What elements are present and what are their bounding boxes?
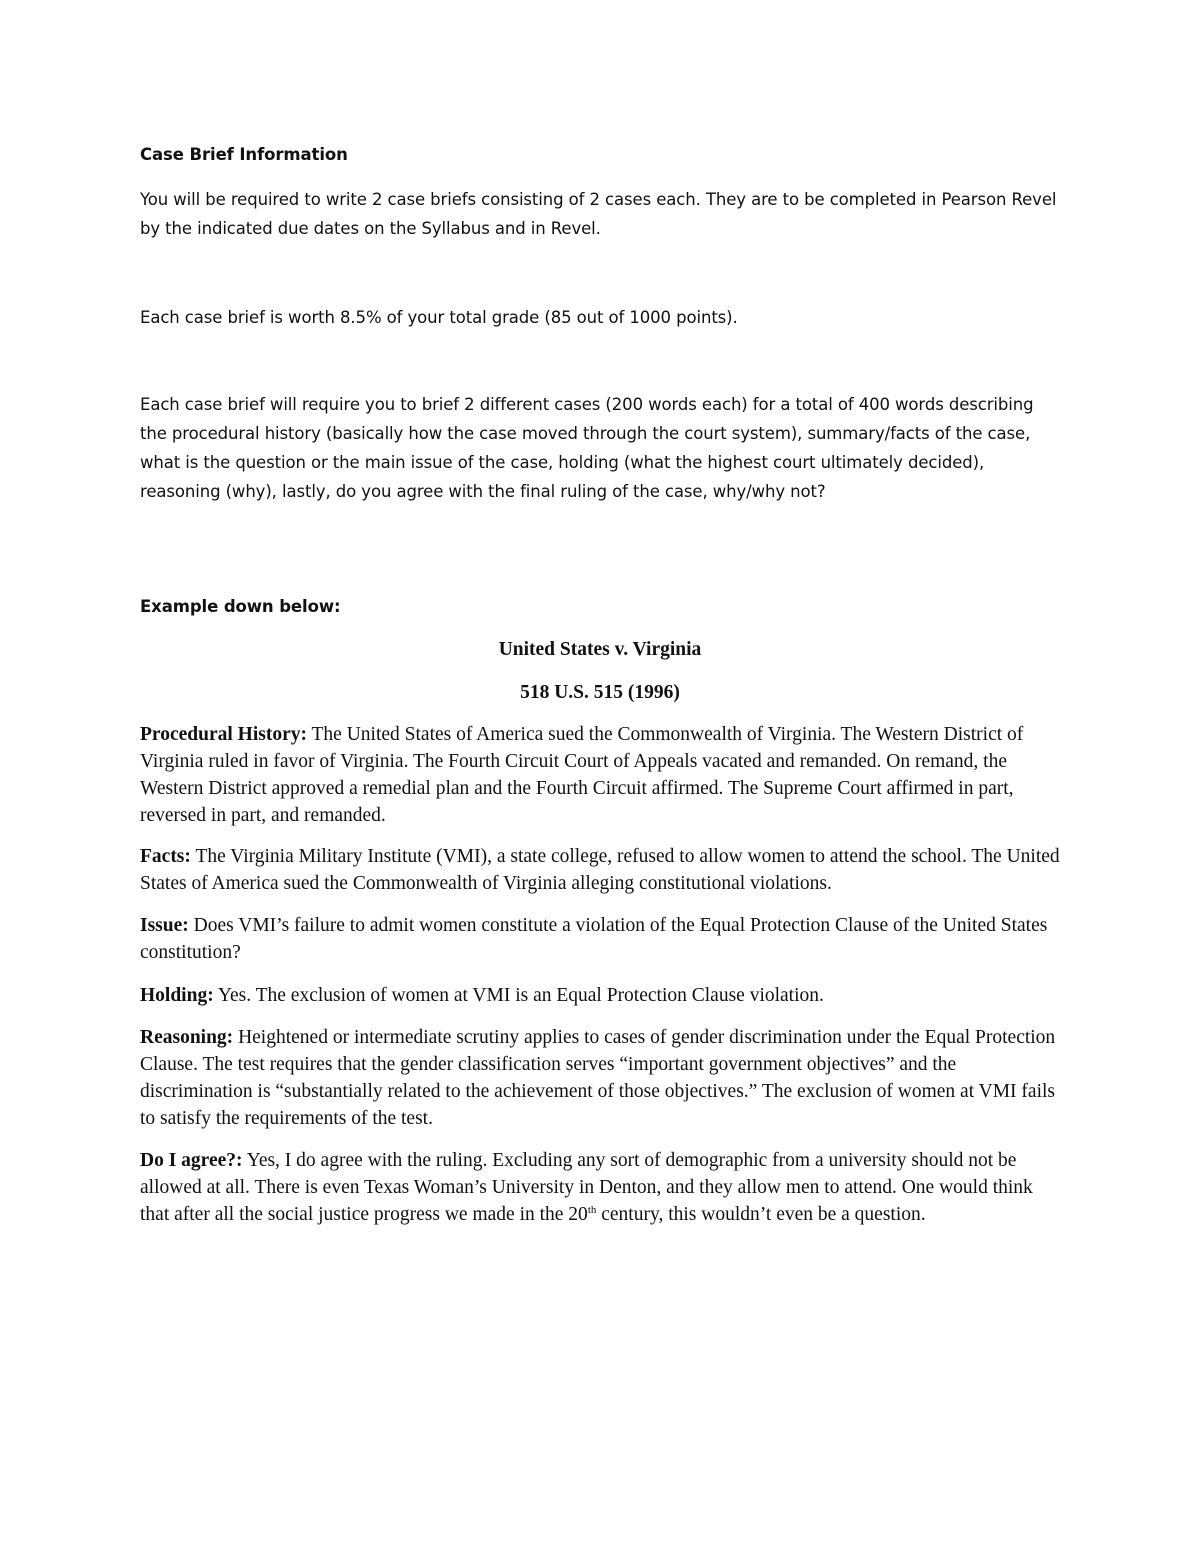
section-text-continued: century, this wouldn’t even be a question. <box>596 1204 926 1225</box>
ordinal-superscript: th <box>587 1204 597 1216</box>
issue-section <box>140 912 1065 966</box>
section-text: The United States of America sued the Commonwealth of Virginia. The Western District of Virginia ruled in favor of Virginia. The Fourth Circuit Court of Appeals vacated and remanded. On remand, the Western District approved a remedial plan and the Fourth Circuit affirmed. The Supreme Court affirmed in part, reversed in part, and remanded. <box>140 724 1024 826</box>
case-citation: 518 U.S. 515 (1996) <box>520 682 680 703</box>
example-label: Example down below: <box>140 597 341 616</box>
section-text: Yes, I do agree with the ruling. Excluding any sort of demographic from a university should not be allowed at all. There is even Texas Woman’s University in Denton, and they allow men to attend. One would think that after all the social justice progress we made in the 20 <box>140 1150 1033 1225</box>
page-heading: Case Brief Information <box>140 145 348 164</box>
procedural-history-section <box>140 721 1065 829</box>
section-label: Issue: <box>140 915 189 936</box>
holding-section <box>140 982 1065 1009</box>
section-label: Do I agree?: <box>140 1150 243 1171</box>
grade-paragraph: Each case brief is worth 8.5% of your total grade (85 out of 1000 points). <box>140 308 738 327</box>
section-text: Yes. The exclusion of women at VMI is an Equal Protection Clause violation. <box>217 985 824 1006</box>
reasoning-section <box>140 1024 1065 1132</box>
case-name: United States v. Virginia <box>498 639 702 660</box>
section-text: The Virginia Military Institute (VMI), a state college, refused to allow women to attend the school. The United States of America sued the Commonwealth of Virginia alleging constitutional violations. <box>140 846 1060 894</box>
section-label: Procedural History: <box>140 724 307 745</box>
section-label: Facts: <box>140 846 191 867</box>
agreement-section <box>140 1147 1065 1228</box>
section-text: Does VMI’s failure to admit women constitute a violation of the Equal Protection Clause of the United States constitution? <box>140 915 1048 963</box>
intro-paragraph: You will be required to write 2 case briefs consisting of 2 cases each. They are to be completed in Pearson Revel by the indicated due dates on the Syllabus and in Revel. <box>140 190 1057 238</box>
requirements-paragraph: Each case brief will require you to brief 2 different cases (200 words each) for a total of 400 words describing the procedural history (basically how the case moved through the court system), summary/facts of the case, what is the question or the main issue of the case, holding (what the highest court ultimately decided), reasoning (why), lastly, do you agree with the final ruling of the case, why/why not? <box>140 395 1034 501</box>
facts-section <box>140 843 1065 897</box>
section-text: Heightened or intermediate scrutiny applies to cases of gender discrimination under the Equal Protection Clause. The test requires that the gender classification serves “important government objectives” and the discrimination is “substantially related to the achievement of those objectives.” The exclusion of women at VMI fails to satisfy the requirements of the test. <box>140 1027 1056 1129</box>
section-label: Reasoning: <box>140 1027 234 1048</box>
section-label: Holding: <box>140 985 214 1006</box>
